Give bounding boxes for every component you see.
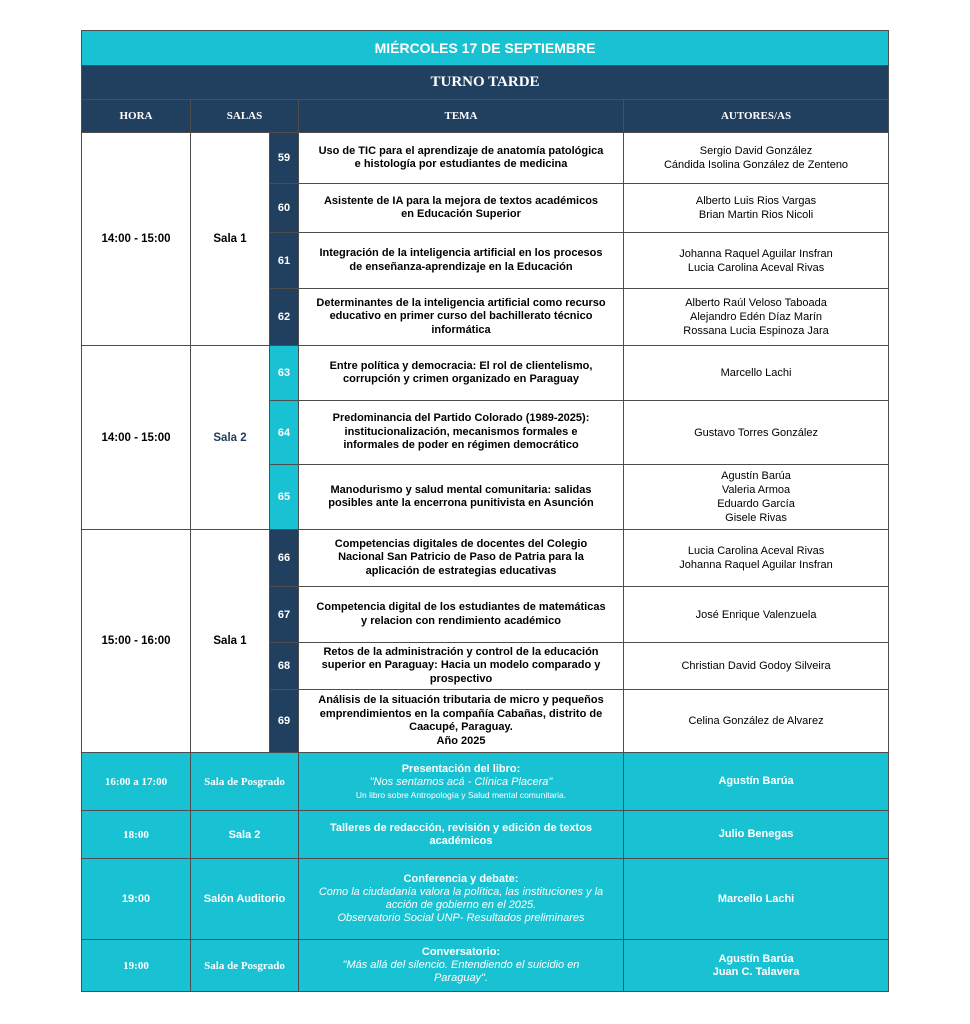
col-header-hora: HORA bbox=[82, 100, 191, 133]
topic-line: Uso de TIC para el aprendizaje de anatomía patológica bbox=[318, 144, 604, 157]
event-time: 19:00 bbox=[82, 940, 191, 992]
author-name: Gisele Rivas bbox=[725, 512, 787, 524]
topic-line: Caacupé, Paraguay. bbox=[409, 721, 513, 733]
topic-line: informales de poder en régimen democrático bbox=[343, 439, 579, 452]
topic-line: e histología por estudiantes de medicina bbox=[354, 158, 568, 170]
event-subtitle: "Nos sentamos acá - Clínica Placera" bbox=[369, 775, 553, 788]
session-number: 65 bbox=[270, 465, 299, 530]
topic-cell bbox=[299, 587, 624, 643]
topic-cell bbox=[299, 289, 624, 346]
topic-line: Competencia digital de los estudiantes de matemáticas bbox=[316, 601, 606, 613]
event-row bbox=[82, 859, 889, 940]
topic-line: posibles ante la encerrona punitivista en Asunción bbox=[328, 497, 594, 509]
authors-cell bbox=[624, 401, 889, 465]
topic-line: informática bbox=[431, 323, 491, 336]
table-row bbox=[82, 530, 889, 587]
topic-line: Predominancia del Partido Colorado (1989-2025): bbox=[332, 412, 590, 425]
author-name: José Enrique Valenzuela bbox=[695, 608, 817, 621]
room-cell: Sala 1 bbox=[191, 530, 270, 753]
author-name: Agustín Barúa bbox=[721, 470, 791, 482]
event-authors bbox=[624, 753, 889, 811]
author-name: Juan C. Talavera bbox=[712, 965, 800, 978]
event-topic bbox=[299, 753, 624, 811]
authors-cell bbox=[624, 184, 889, 233]
event-authors bbox=[624, 859, 889, 940]
topic-line: aplicación de estrategias educativas bbox=[365, 564, 557, 577]
session-number: 61 bbox=[270, 233, 299, 289]
authors-cell bbox=[624, 643, 889, 690]
authors-cell bbox=[624, 690, 889, 753]
author-name: Christian David Godoy Silveira bbox=[681, 660, 831, 672]
topic-line: en Educación Superior bbox=[401, 208, 521, 220]
topic-line: Análisis de la situación tributaria de micro y pequeños bbox=[318, 694, 604, 706]
event-topic bbox=[299, 859, 624, 940]
time-cell: 15:00 - 16:00 bbox=[82, 530, 191, 753]
col-header-autores: AUTORES/AS bbox=[624, 100, 889, 133]
event-room: Sala 2 bbox=[191, 811, 299, 859]
event-row bbox=[82, 753, 889, 811]
topic-cell bbox=[299, 401, 624, 465]
session-number: 63 bbox=[270, 346, 299, 401]
author-name: Valeria Armoa bbox=[721, 484, 791, 496]
event-authors bbox=[624, 811, 889, 859]
author-name: Alberto Luis Rios Vargas bbox=[695, 195, 817, 207]
topic-line: Nacional San Patricio de Paso de Patria para la bbox=[338, 551, 584, 564]
room-cell: Sala 2 bbox=[191, 346, 270, 530]
topic-line: Integración de la inteligencia artificial en los procesos bbox=[319, 247, 603, 259]
topic-line: Entre política y democracia: El rol de clientelismo, bbox=[329, 359, 593, 372]
room-cell: Sala 1 bbox=[191, 133, 270, 346]
topic-line: Asistente de IA para la mejora de textos académicos bbox=[323, 194, 599, 207]
author-name: Julio Benegas bbox=[718, 828, 794, 840]
topic-line: Competencias digitales de docentes del Colegio bbox=[334, 537, 588, 550]
author-name: Johanna Raquel Aguilar Insfran bbox=[679, 247, 833, 260]
event-title: Talleres de redacción, revisión y edición de textos académicos bbox=[329, 821, 593, 847]
event-title: Presentación del libro: bbox=[401, 762, 521, 775]
event-room: Salón Auditorio bbox=[191, 859, 299, 940]
author-name: Marcello Lachi bbox=[720, 367, 792, 379]
table-row bbox=[82, 346, 889, 401]
time-cell: 14:00 - 15:00 bbox=[82, 346, 191, 530]
event-topic bbox=[299, 811, 624, 859]
topic-line: Año 2025 bbox=[436, 734, 486, 747]
event-subtitle: Paraguay". bbox=[433, 972, 489, 984]
topic-cell bbox=[299, 346, 624, 401]
event-row bbox=[82, 811, 889, 859]
topic-line: Determinantes de la inteligencia artificial como recurso bbox=[316, 296, 606, 309]
day-title: MIÉRCOLES 17 DE SEPTIEMBRE bbox=[82, 31, 889, 66]
authors-cell bbox=[624, 346, 889, 401]
author-name: Rossana Lucia Espinoza Jara bbox=[683, 325, 829, 337]
author-name: Agustín Barúa bbox=[718, 775, 794, 787]
event-time: 19:00 bbox=[82, 859, 191, 940]
author-name: Agustín Barúa bbox=[718, 952, 794, 965]
authors-cell bbox=[624, 587, 889, 643]
authors-cell bbox=[624, 289, 889, 346]
topic-cell bbox=[299, 233, 624, 289]
session-number: 62 bbox=[270, 289, 299, 346]
author-name: Sergio David González bbox=[699, 145, 813, 157]
author-name: Lucia Carolina Aceval Rivas bbox=[687, 261, 825, 274]
event-title: Conversatorio: bbox=[421, 946, 501, 958]
session-number: 67 bbox=[270, 587, 299, 643]
event-subtitle: Como la ciudadanía valora la política, las instituciones y la bbox=[318, 886, 604, 898]
topic-line: Retos de la administración y control de la educación bbox=[323, 645, 599, 658]
col-header-tema: TEMA bbox=[299, 100, 624, 133]
topic-cell bbox=[299, 184, 624, 233]
topic-cell bbox=[299, 690, 624, 753]
topic-cell bbox=[299, 643, 624, 690]
author-name: Brian Martin Rios Nicoli bbox=[698, 209, 814, 221]
topic-line: educativo en primer curso del bachillerato técnico bbox=[329, 310, 593, 323]
topic-line: institucionalización, mecanismos formales e bbox=[344, 425, 578, 438]
authors-cell bbox=[624, 233, 889, 289]
topic-line: y relacion con rendimiento académico bbox=[361, 614, 561, 627]
event-topic bbox=[299, 940, 624, 992]
table-row bbox=[82, 133, 889, 184]
event-room: Sala de Posgrado bbox=[191, 753, 299, 811]
event-time: 16:00 a 17:00 bbox=[82, 753, 191, 811]
session-number: 66 bbox=[270, 530, 299, 587]
event-row bbox=[82, 940, 889, 992]
session-number: 68 bbox=[270, 643, 299, 690]
time-cell: 14:00 - 15:00 bbox=[82, 133, 191, 346]
event-title: Conferencia y debate: bbox=[403, 873, 519, 885]
topic-cell bbox=[299, 465, 624, 530]
col-header-salas: SALAS bbox=[191, 100, 299, 133]
author-name: Alberto Raúl Veloso Taboada bbox=[685, 297, 827, 309]
event-note: Un libro sobre Antropología y Salud mental comunitaria. bbox=[355, 789, 567, 800]
topic-line: de enseñanza-aprendizaje en la Educación bbox=[349, 260, 573, 273]
topic-cell bbox=[299, 133, 624, 184]
authors-cell bbox=[624, 133, 889, 184]
topic-line: Manodurismo y salud mental comunitaria: salidas bbox=[330, 483, 592, 496]
event-subtitle: acción de gobierno en el 2025. bbox=[385, 899, 537, 911]
topic-line: corrupción y crimen organizado en Paraguay bbox=[343, 373, 579, 385]
session-number: 69 bbox=[270, 690, 299, 753]
session-number: 59 bbox=[270, 133, 299, 184]
author-name: Alejandro Edén Díaz Marín bbox=[689, 311, 823, 323]
event-room: Sala de Posgrado bbox=[191, 940, 299, 992]
author-name: Cándida Isolina González de Zenteno bbox=[663, 159, 849, 171]
author-name: Gustavo Torres González bbox=[694, 426, 818, 439]
author-name: Lucia Carolina Aceval Rivas bbox=[687, 545, 825, 557]
event-time: 18:00 bbox=[82, 811, 191, 859]
session-number: 60 bbox=[270, 184, 299, 233]
author-name: Eduardo García bbox=[717, 498, 795, 510]
authors-cell bbox=[624, 530, 889, 587]
topic-cell bbox=[299, 530, 624, 587]
authors-cell bbox=[624, 465, 889, 530]
event-authors bbox=[624, 940, 889, 992]
author-name: Marcello Lachi bbox=[717, 892, 795, 905]
turn-title: TURNO TARDE bbox=[82, 66, 889, 100]
topic-line: prospectivo bbox=[429, 672, 493, 685]
author-name: Celina González de Alvarez bbox=[688, 715, 824, 727]
topic-line: superior en Paraguay: Hacia un modelo comparado y bbox=[321, 659, 601, 672]
author-name: Johanna Raquel Aguilar Insfran bbox=[679, 559, 833, 571]
session-number: 64 bbox=[270, 401, 299, 465]
schedule-table bbox=[81, 30, 889, 992]
event-subtitle: "Más allá del silencio. Entendiendo el suicidio en bbox=[342, 959, 580, 971]
topic-line: emprendimientos en la compañía Cabañas, distrito de bbox=[319, 707, 603, 720]
event-subtitle: Observatorio Social UNP- Resultados preliminares bbox=[337, 912, 585, 924]
